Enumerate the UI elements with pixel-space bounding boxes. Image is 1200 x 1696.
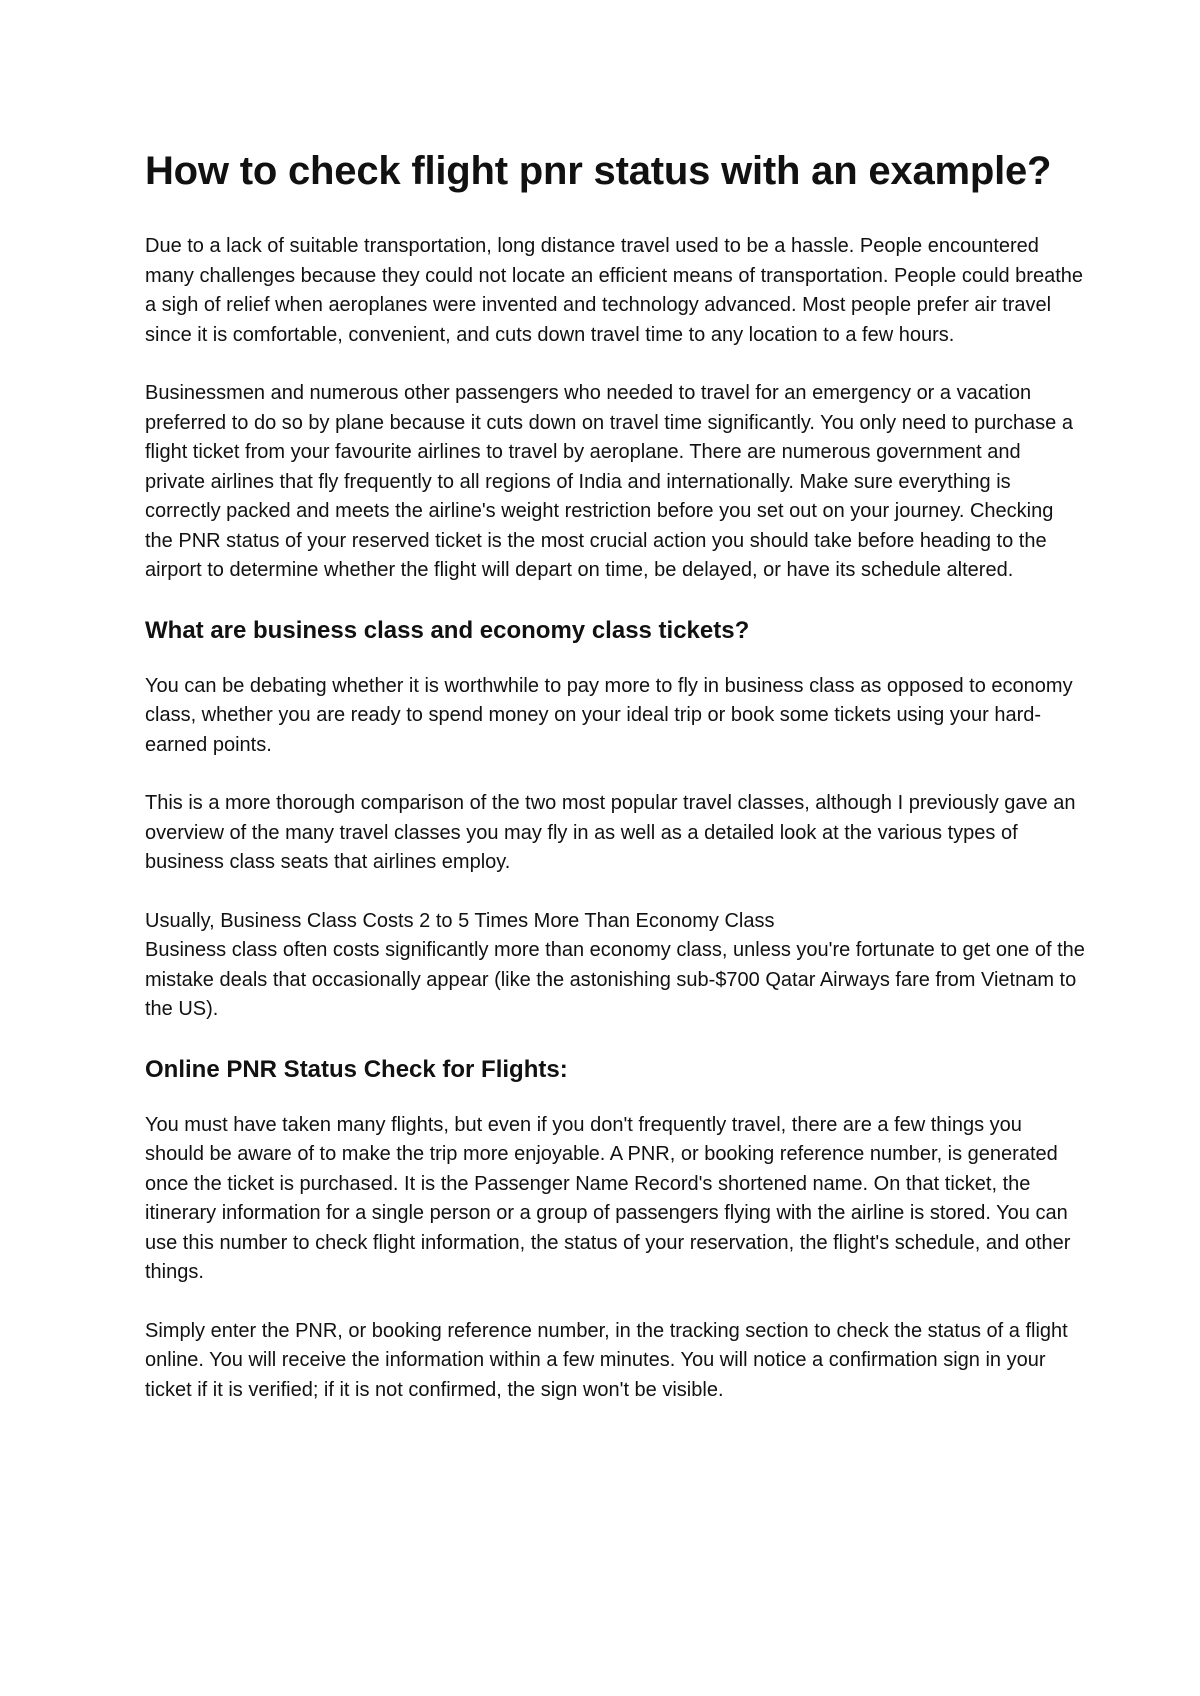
cost-body: Business class often costs significantly more than economy class, unless you're fortunate to get one of the mistake deals that occasionally appear (like the astonishing sub-$700 Qatar Airways fare from Vietnam to the US).: [145, 939, 1085, 1020]
classes-paragraph-2: This is a more thorough comparison of the two most popular travel classes, although I previously gave an overview of the many travel classes you may fly in as well as a detailed look at the various types of business class seats that airlines employ.: [145, 792, 1076, 873]
document-title: How to check flight pnr status with an example?: [145, 149, 1052, 193]
pnr-paragraph-1: You must have taken many flights, but even if you don't frequently travel, there are a few things you should be aware of to make the trip more enjoyable. A PNR, or booking reference number, is generated once the ticket is purchased. It is the Passenger Name Record's shortened name. On that ticket, the itinerary information for a single person or a group of passengers flying with the airline is stored. You can use this number to check flight information, the status of your reservation, the flight's schedule, and other things.: [145, 1113, 1071, 1283]
intro-paragraph-2: Businessmen and numerous other passengers who needed to travel for an emergency or a vacation preferred to do so by plane because it cuts down on travel time significantly. You only need to purchase a flight ticket from your favourite airlines to travel by aeroplane. There are numerous government and private airlines that fly frequently to all regions of India and internationally. Make sure everything is correctly packed and meets the airline's weight restriction before you set out on your journey. Checking the PNR status of your reserved ticket is the most crucial action you should take before heading to the airport to determine whether the flight will depart on time, be delayed, or have its schedule altered.: [145, 382, 1073, 581]
pnr-paragraph-2: Simply enter the PNR, or booking reference number, in the tracking section to check the status of a flight online. You will receive the information within a few minutes. You will notice a confirmation sign in your ticket if it is verified; if it is not confirmed, the sign won't be visible.: [145, 1319, 1068, 1401]
classes-paragraph-1: You can be debating whether it is worthwhile to pay more to fly in business class as opposed to economy class, whether you are ready to spend money on your ideal trip or book some tickets using your hard-earned points.: [145, 674, 1073, 756]
intro-paragraph-1: Due to a lack of suitable transportation, long distance travel used to be a hassle. People encountered many challenges because they could not locate an efficient means of transportation. People could breathe a sigh of relief when aeroplanes were invented and technology advanced. Most people prefer air travel since it is comfortable, convenient, and cuts down travel time to any location to a few hours.: [145, 235, 1084, 346]
cost-subhead: Usually, Business Class Costs 2 to 5 Times More Than Economy Class: [145, 909, 775, 932]
section-heading-classes: What are business class and economy class tickets?: [145, 616, 750, 644]
classes-cost-paragraph: [145, 907, 1085, 1025]
document-page: [145, 140, 1085, 1434]
section-heading-pnr: Online PNR Status Check for Flights:: [145, 1055, 568, 1083]
